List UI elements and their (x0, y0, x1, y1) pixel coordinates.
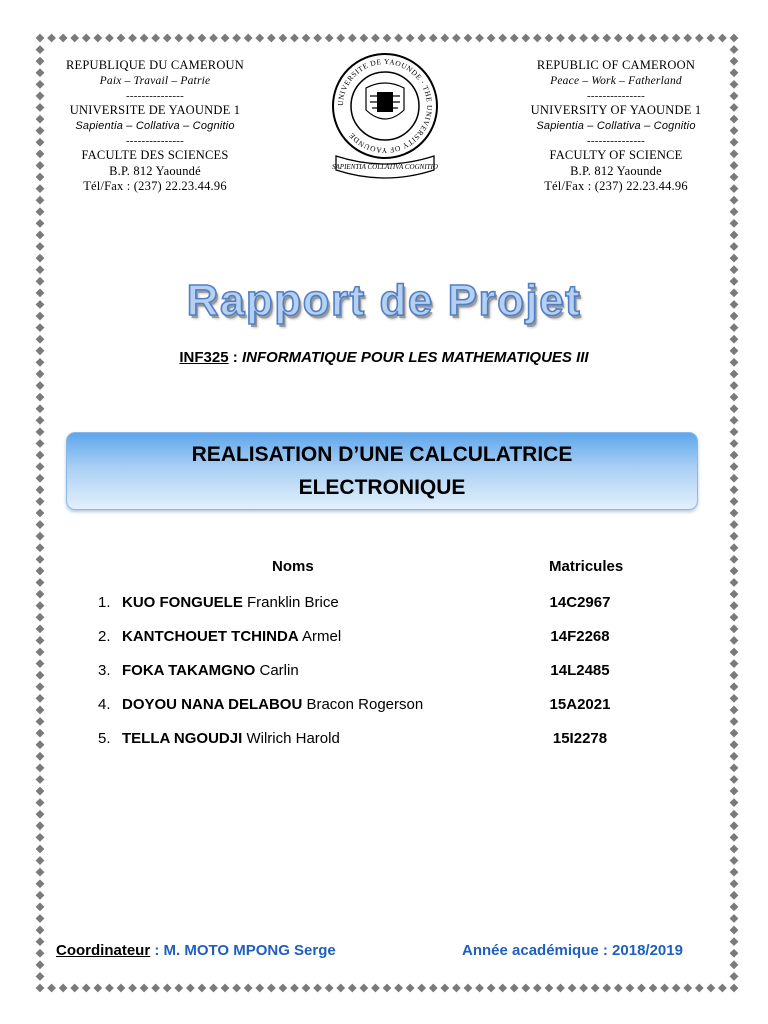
table-row (0, 730, 768, 750)
row-number: 4. (98, 696, 111, 713)
member-surname: KANTCHOUET TCHINDA (122, 628, 299, 645)
border-diamond (406, 34, 415, 43)
member-surname: DOYOU NANA DELABOU (122, 696, 303, 713)
border-diamond (730, 972, 739, 981)
border-diamond (163, 34, 172, 43)
border-diamond (695, 34, 704, 43)
border-diamond (198, 34, 207, 43)
border-diamond (730, 821, 739, 830)
header-left-french (30, 58, 280, 195)
border-diamond (730, 451, 739, 460)
border-diamond (36, 485, 45, 494)
table-row (0, 662, 768, 682)
border-diamond (93, 984, 102, 993)
country-name: REPUBLIQUE DU CAMEROUN (65, 58, 244, 72)
border-diamond (279, 34, 288, 43)
coordinator (56, 942, 336, 959)
border-diamond (730, 520, 739, 529)
border-diamond (290, 34, 299, 43)
border-diamond (637, 984, 646, 993)
member-firstname: Armel (298, 628, 342, 645)
table-row (0, 594, 768, 614)
border-diamond (36, 648, 45, 657)
border-diamond (568, 34, 577, 43)
border-diamond (706, 984, 715, 993)
border-diamond (36, 798, 45, 807)
border-diamond (626, 984, 635, 993)
coordinator-label: Coordinateur (56, 942, 151, 959)
border-diamond (730, 509, 739, 518)
border-diamond (429, 984, 438, 993)
border-diamond (464, 34, 473, 43)
border-diamond (36, 821, 45, 830)
member-name (122, 594, 339, 611)
border-diamond (36, 404, 45, 413)
border-diamond (452, 34, 461, 43)
border-diamond (730, 335, 739, 344)
border-diamond (359, 34, 368, 43)
border-diamond (533, 984, 542, 993)
postal-address: B.P. 812 Yaoundé (109, 163, 201, 178)
border-diamond (36, 926, 45, 935)
border-diamond (36, 567, 45, 576)
border-diamond (383, 34, 392, 43)
border-diamond (325, 984, 334, 993)
border-diamond (36, 532, 45, 541)
border-diamond (695, 984, 704, 993)
border-diamond (348, 34, 357, 43)
border-diamond (730, 207, 739, 216)
member-id: 15I2278 (552, 730, 608, 747)
column-header-ids: Matricules (549, 558, 624, 575)
border-diamond (730, 543, 739, 552)
border-diamond (730, 393, 739, 402)
national-motto: Paix – Travail – Patrie (99, 74, 211, 87)
border-diamond (279, 984, 288, 993)
project-title-box (66, 432, 698, 510)
member-name (122, 628, 341, 645)
border-diamond (672, 34, 681, 43)
border-diamond (706, 34, 715, 43)
border-diamond (475, 34, 484, 43)
border-diamond (70, 34, 79, 43)
border-diamond (730, 891, 739, 900)
border-diamond (36, 462, 45, 471)
border-diamond (36, 254, 45, 263)
border-diamond (140, 984, 149, 993)
border-diamond (545, 34, 554, 43)
border-diamond (36, 833, 45, 842)
border-diamond (186, 984, 195, 993)
border-diamond (36, 845, 45, 854)
border-diamond (336, 34, 345, 43)
border-diamond (660, 984, 669, 993)
table-row (0, 696, 768, 716)
member-name (122, 662, 299, 679)
border-diamond (614, 34, 623, 43)
border-diamond (255, 34, 264, 43)
border-diamond (36, 960, 45, 969)
border-diamond (221, 984, 230, 993)
border-diamond (556, 34, 565, 43)
member-firstname: Carlin (255, 662, 299, 679)
border-diamond (417, 34, 426, 43)
national-motto: Peace – Work – Fatherland (550, 74, 682, 87)
border-diamond (637, 34, 646, 43)
border-diamond (521, 34, 530, 43)
border-diamond (591, 984, 600, 993)
border-diamond (510, 984, 519, 993)
border-diamond (232, 34, 241, 43)
course-colon: : (228, 349, 242, 366)
border-diamond (568, 984, 577, 993)
project-title-line-1: REALISATION D’UNE CALCULATRICE (191, 443, 573, 466)
border-diamond (36, 231, 45, 240)
border-diamond (244, 34, 253, 43)
border-diamond (730, 845, 739, 854)
university-seal-logo (330, 48, 440, 182)
border-diamond (475, 984, 484, 993)
border-diamond (128, 984, 137, 993)
border-diamond (313, 34, 322, 43)
university-motto: Sapientia – Collativa – Cognitio (75, 119, 235, 132)
border-diamond (59, 984, 68, 993)
border-diamond (730, 578, 739, 587)
border-diamond (498, 984, 507, 993)
border-diamond (36, 393, 45, 402)
border-diamond (730, 254, 739, 263)
border-diamond (209, 34, 218, 43)
border-diamond (36, 787, 45, 796)
border-diamond (533, 34, 542, 43)
border-diamond (683, 34, 692, 43)
border-diamond (406, 984, 415, 993)
border-diamond (730, 984, 739, 993)
border-diamond (36, 451, 45, 460)
academic-year: Année académique : 2018/2019 (462, 942, 683, 959)
university-name: UNIVERSITY OF YAOUNDE 1 (530, 103, 702, 117)
border-diamond (36, 207, 45, 216)
member-id: 15A2021 (549, 696, 611, 713)
member-id: 14C2967 (549, 594, 611, 611)
border-diamond (93, 34, 102, 43)
border-diamond (36, 555, 45, 564)
border-diamond (602, 984, 611, 993)
border-diamond (36, 810, 45, 819)
border-diamond (730, 485, 739, 494)
border-diamond (82, 984, 91, 993)
border-diamond (244, 984, 253, 993)
border-diamond (579, 984, 588, 993)
border-diamond (174, 34, 183, 43)
border-diamond (105, 984, 114, 993)
border-diamond (140, 34, 149, 43)
border-diamond (730, 474, 739, 483)
border-diamond (371, 34, 380, 43)
university-name: UNIVERSITE DE YAOUNDE 1 (69, 103, 241, 117)
column-header-names: Noms (272, 558, 314, 575)
member-surname: TELLA NGOUDJI (122, 730, 243, 747)
border-diamond (36, 520, 45, 529)
border-diamond (730, 439, 739, 448)
border-diamond (36, 613, 45, 622)
border-diamond (36, 752, 45, 761)
border-diamond (36, 578, 45, 587)
border-diamond (36, 775, 45, 784)
border-diamond (36, 242, 45, 251)
border-diamond (36, 937, 45, 946)
border-diamond (174, 984, 183, 993)
border-diamond (730, 613, 739, 622)
border-diamond (209, 984, 218, 993)
report-title: Rapport de Projet (186, 276, 582, 325)
separator: --------------- (126, 90, 184, 102)
border-diamond (730, 242, 739, 251)
member-name (122, 696, 423, 713)
border-diamond (440, 34, 449, 43)
border-diamond (36, 497, 45, 506)
border-diamond (730, 833, 739, 842)
border-diamond (730, 45, 739, 54)
border-diamond (487, 34, 496, 43)
border-diamond (325, 34, 334, 43)
border-diamond (232, 984, 241, 993)
border-diamond (730, 567, 739, 576)
course-code: INF325 (179, 349, 229, 366)
border-diamond (394, 34, 403, 43)
border-diamond (117, 34, 126, 43)
border-diamond (730, 879, 739, 888)
border-diamond (730, 416, 739, 425)
border-diamond (36, 682, 45, 691)
border-diamond (730, 960, 739, 969)
member-surname: FOKA TAKAMGNO (122, 662, 256, 679)
border-diamond (730, 763, 739, 772)
border-diamond (128, 34, 137, 43)
border-diamond (452, 984, 461, 993)
border-diamond (36, 196, 45, 205)
course-line (0, 349, 768, 366)
border-diamond (36, 903, 45, 912)
header-right-english (491, 58, 741, 195)
border-diamond (464, 984, 473, 993)
border-diamond (730, 775, 739, 784)
border-diamond (36, 34, 45, 43)
postal-address: B.P. 812 Yaounde (570, 163, 662, 178)
border-diamond (730, 265, 739, 274)
member-firstname: Wilrich Harold (242, 730, 340, 747)
border-diamond (730, 370, 739, 379)
border-diamond (267, 984, 276, 993)
border-diamond (255, 984, 264, 993)
border-diamond (36, 45, 45, 54)
border-diamond (302, 34, 311, 43)
border-diamond (730, 497, 739, 506)
member-id: 14L2485 (550, 662, 610, 679)
border-diamond (730, 648, 739, 657)
border-diamond (498, 34, 507, 43)
border-diamond (36, 428, 45, 437)
border-diamond (36, 265, 45, 274)
member-id: 14F2268 (550, 628, 610, 645)
border-diamond (36, 949, 45, 958)
border-diamond (521, 984, 530, 993)
border-diamond (649, 34, 658, 43)
seal-motto-ribbon: SAPIENTIA COLLATIVA COGNITIO (332, 163, 438, 171)
border-diamond (487, 984, 496, 993)
border-diamond (649, 984, 658, 993)
border-diamond (36, 335, 45, 344)
border-diamond (730, 682, 739, 691)
border-diamond (359, 984, 368, 993)
phone-fax: Tél/Fax : (237) 22.23.44.96 (83, 179, 227, 193)
border-diamond (36, 219, 45, 228)
border-diamond (730, 868, 739, 877)
border-diamond (730, 798, 739, 807)
border-diamond (614, 984, 623, 993)
faculty-name: FACULTE DES SCIENCES (81, 148, 229, 162)
border-diamond (151, 34, 160, 43)
border-diamond (371, 984, 380, 993)
border-diamond (198, 984, 207, 993)
border-diamond (47, 34, 56, 43)
border-diamond (730, 856, 739, 865)
border-diamond (105, 34, 114, 43)
border-diamond (36, 891, 45, 900)
border-diamond (313, 984, 322, 993)
border-diamond (36, 763, 45, 772)
country-name: REPUBLIC OF CAMEROON (536, 58, 696, 72)
border-diamond (36, 439, 45, 448)
seal-ring-text: UNIVERSITE DE YAOUNDE · THE UNIVERSITY OF YAOUNDE (335, 56, 435, 156)
border-diamond (394, 984, 403, 993)
border-diamond (429, 34, 438, 43)
member-name (122, 730, 340, 747)
border-diamond (730, 949, 739, 958)
row-number: 3. (98, 662, 111, 679)
border-diamond (626, 34, 635, 43)
border-diamond (82, 34, 91, 43)
border-diamond (730, 231, 739, 240)
border-diamond (730, 34, 739, 43)
border-diamond (336, 984, 345, 993)
phone-fax: Tél/Fax : (237) 22.23.44.96 (544, 179, 688, 193)
border-diamond (730, 810, 739, 819)
border-diamond (70, 984, 79, 993)
border-diamond (151, 984, 160, 993)
border-diamond (36, 381, 45, 390)
separator: --------------- (126, 135, 184, 147)
border-diamond (545, 984, 554, 993)
border-diamond (36, 717, 45, 726)
row-number: 2. (98, 628, 111, 645)
member-surname: KUO FONGUELE (122, 594, 243, 611)
border-diamond (718, 34, 727, 43)
border-diamond (579, 34, 588, 43)
border-diamond (163, 984, 172, 993)
row-number: 5. (98, 730, 111, 747)
border-diamond (36, 856, 45, 865)
border-diamond (186, 34, 195, 43)
border-diamond (36, 416, 45, 425)
separator: --------------- (587, 135, 645, 147)
border-diamond (36, 370, 45, 379)
border-diamond (47, 984, 56, 993)
row-number: 1. (98, 594, 111, 611)
border-diamond (36, 984, 45, 993)
border-diamond (36, 879, 45, 888)
border-diamond (730, 555, 739, 564)
border-diamond (36, 972, 45, 981)
border-diamond (36, 543, 45, 552)
border-diamond (59, 34, 68, 43)
project-title-line-2: ELECTRONIQUE (298, 476, 466, 499)
border-diamond (302, 984, 311, 993)
border-diamond (602, 34, 611, 43)
coordinator-name: : M. MOTO MPONG Serge (150, 942, 336, 959)
border-diamond (730, 196, 739, 205)
border-diamond (591, 34, 600, 43)
border-diamond (730, 926, 739, 935)
border-diamond (672, 984, 681, 993)
border-diamond (440, 984, 449, 993)
separator: --------------- (587, 90, 645, 102)
border-diamond (36, 474, 45, 483)
border-diamond (510, 34, 519, 43)
border-diamond (730, 532, 739, 541)
member-firstname: Bracon Rogerson (302, 696, 424, 713)
faculty-name: FACULTY OF SCIENCE (549, 148, 683, 162)
border-diamond (718, 984, 727, 993)
border-diamond (730, 404, 739, 413)
university-motto: Sapientia – Collativa – Cognitio (536, 119, 696, 132)
border-diamond (290, 984, 299, 993)
border-diamond (221, 34, 230, 43)
border-diamond (117, 984, 126, 993)
border-diamond (730, 914, 739, 923)
border-diamond (730, 219, 739, 228)
border-diamond (556, 984, 565, 993)
border-diamond (730, 428, 739, 437)
border-diamond (730, 937, 739, 946)
border-diamond (36, 914, 45, 923)
border-diamond (36, 509, 45, 518)
border-diamond (730, 462, 739, 471)
course-name: INFORMATIQUE POUR LES MATHEMATIQUES III (241, 349, 589, 366)
border-diamond (383, 984, 392, 993)
table-row (0, 628, 768, 648)
member-firstname: Franklin Brice (242, 594, 339, 611)
border-diamond (36, 868, 45, 877)
border-diamond (730, 903, 739, 912)
border-diamond (683, 984, 692, 993)
border-diamond (417, 984, 426, 993)
border-diamond (660, 34, 669, 43)
border-diamond (730, 381, 739, 390)
border-diamond (730, 752, 739, 761)
border-diamond (730, 787, 739, 796)
border-diamond (348, 984, 357, 993)
border-diamond (730, 717, 739, 726)
border-diamond (267, 34, 276, 43)
